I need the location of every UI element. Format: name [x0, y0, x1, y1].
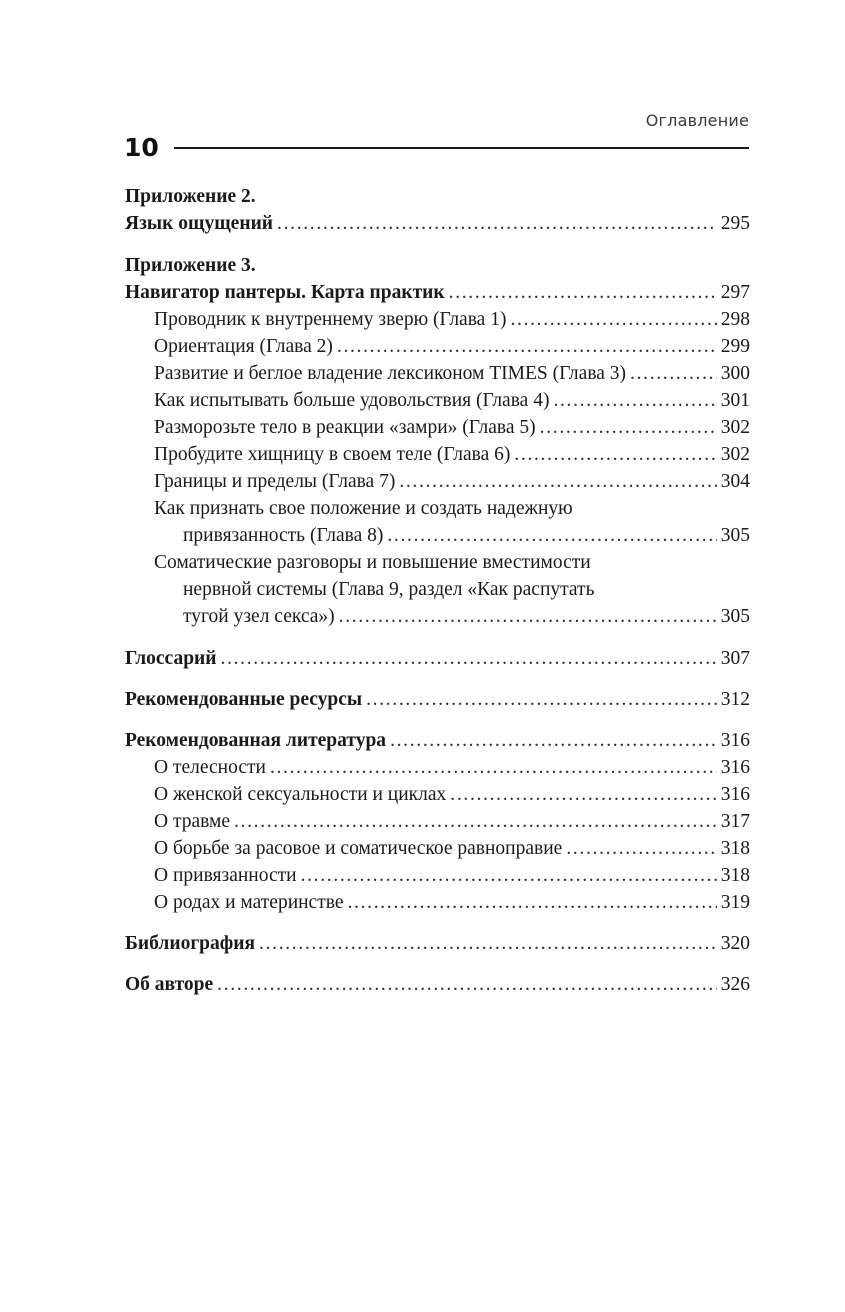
toc-subentry-title: О родах и материнстве [154, 892, 344, 913]
toc-subentry[interactable] [125, 889, 750, 916]
toc-subentry[interactable] [125, 441, 750, 468]
toc-section-label [125, 183, 750, 210]
toc-section-appendix-3 [125, 252, 750, 630]
toc-subentry-title: Пробудите хищницу в своем теле (Глава 6) [154, 444, 511, 465]
dot-leader [449, 279, 717, 306]
toc-subentry[interactable] [125, 360, 750, 387]
dot-leader [553, 387, 716, 414]
toc-subentry-title: тугой узел секса») [183, 606, 335, 627]
toc-subentry-page: 301 [720, 390, 750, 411]
toc-subentry-page: 318 [720, 865, 750, 886]
toc-subentry-page: 319 [720, 892, 750, 913]
toc-entry[interactable] [125, 727, 750, 754]
toc-entry[interactable] [125, 210, 750, 237]
toc-subentry-page: 316 [720, 757, 750, 778]
toc-subentry-title: Как испытывать больше удовольствия (Глава 4) [154, 390, 550, 411]
toc-section-appendix-2 [125, 183, 750, 237]
toc-entry-title: Об авторе [125, 974, 214, 995]
page-number: 10 [124, 133, 159, 162]
toc-entry-page: 295 [720, 213, 750, 234]
toc-subentry-line[interactable] [125, 495, 750, 522]
toc-entry-page: 316 [720, 730, 750, 751]
toc-subentry-title: нервной системы (Глава 9, раздел «Как распутать [183, 579, 595, 600]
toc-subentry-title: Развитие и беглое владение лексиконом TIMES (Глава 3) [154, 363, 627, 384]
dot-leader [259, 930, 717, 957]
dot-leader [221, 645, 717, 672]
dot-leader [339, 603, 717, 630]
header-rule [174, 147, 749, 149]
toc-subentry-title: Границы и пределы (Глава 7) [154, 471, 396, 492]
toc-subentry[interactable] [125, 468, 750, 495]
toc-entry-page: 312 [720, 689, 750, 710]
toc-subentry[interactable] [125, 781, 750, 808]
toc-label-text: Приложение 2. [125, 186, 256, 207]
toc-subentry-title: О борьбе за расовое и соматическое равноправие [154, 838, 563, 859]
toc-subentry-page: 317 [720, 811, 750, 832]
toc-section-glossary [125, 645, 750, 672]
toc-subentry-line[interactable] [125, 576, 750, 603]
dot-leader [217, 971, 717, 998]
toc-subentry-title: О травме [154, 811, 230, 832]
dot-leader [540, 414, 717, 441]
toc-subentry[interactable] [125, 306, 750, 333]
toc-section-about-author [125, 971, 750, 998]
toc-entry[interactable] [125, 686, 750, 713]
toc-entry-page: 326 [720, 974, 750, 995]
toc-entry-title: Глоссарий [125, 648, 217, 669]
toc-subentry[interactable] [125, 387, 750, 414]
dot-leader [514, 441, 716, 468]
toc-subentry[interactable] [125, 414, 750, 441]
toc-entry[interactable] [125, 279, 750, 306]
toc-entry-page: 307 [720, 648, 750, 669]
table-of-contents [125, 183, 750, 1012]
toc-subentry-title: Ориентация (Глава 2) [154, 336, 333, 357]
toc-subentry[interactable] [125, 333, 750, 360]
dot-leader [387, 522, 716, 549]
toc-subentry-page: 305 [720, 606, 750, 627]
toc-subentry-page: 305 [720, 525, 750, 546]
toc-section-label [125, 252, 750, 279]
toc-entry[interactable] [125, 645, 750, 672]
toc-subentry-page: 300 [720, 363, 750, 384]
dot-leader [450, 781, 716, 808]
dot-leader [301, 862, 717, 889]
toc-subentry[interactable] [125, 603, 750, 630]
toc-subentry-page: 302 [720, 417, 750, 438]
toc-section-literature [125, 727, 750, 916]
toc-section-bibliography [125, 930, 750, 957]
toc-subentry-title: Как признать свое положение и создать надежную [154, 498, 573, 519]
dot-leader [277, 210, 717, 237]
dot-leader [399, 468, 716, 495]
dot-leader [337, 333, 717, 360]
toc-entry-page: 320 [720, 933, 750, 954]
running-head-title: Оглавление [645, 111, 749, 130]
toc-subentry-page: 302 [720, 444, 750, 465]
toc-entry-title: Библиография [125, 933, 256, 954]
toc-entry[interactable] [125, 930, 750, 957]
toc-subentry-page: 299 [720, 336, 750, 357]
toc-subentry[interactable] [125, 754, 750, 781]
dot-leader [566, 835, 716, 862]
toc-subentry-page: 304 [720, 471, 750, 492]
toc-subentry-title: О привязанности [154, 865, 297, 886]
toc-entry-title: Рекомендованные ресурсы [125, 689, 363, 710]
dot-leader [366, 686, 717, 713]
toc-subentry-page: 316 [720, 784, 750, 805]
toc-entry-title: Рекомендованная литература [125, 730, 387, 751]
toc-subentry-page: 298 [720, 309, 750, 330]
dot-leader [270, 754, 717, 781]
dot-leader [348, 889, 717, 916]
toc-subentry[interactable] [125, 808, 750, 835]
toc-subentry-title: Соматические разговоры и повышение вместимости [154, 552, 591, 573]
toc-subentry-title: О телесности [154, 757, 266, 778]
toc-subentry-title: Проводник к внутреннему зверю (Глава 1) [154, 309, 507, 330]
toc-entry-title: Язык ощущений [125, 213, 274, 234]
toc-subentry-title: Разморозьте тело в реакции «замри» (Глава 5) [154, 417, 536, 438]
toc-subentry-line[interactable] [125, 549, 750, 576]
toc-entry-page: 297 [720, 282, 750, 303]
toc-entry[interactable] [125, 971, 750, 998]
dot-leader [510, 306, 716, 333]
toc-entry-title: Навигатор пантеры. Карта практик [125, 282, 445, 303]
dot-leader [234, 808, 717, 835]
toc-subentry[interactable] [125, 862, 750, 889]
toc-subentry-page: 318 [720, 838, 750, 859]
toc-subentry[interactable] [125, 522, 750, 549]
toc-subentry-title: О женской сексуальности и циклах [154, 784, 447, 805]
toc-section-resources [125, 686, 750, 713]
toc-label-text: Приложение 3. [125, 255, 256, 276]
dot-leader [390, 727, 717, 754]
toc-subentry-title: привязанность (Глава 8) [183, 525, 384, 546]
toc-subentry[interactable] [125, 835, 750, 862]
dot-leader [630, 360, 717, 387]
